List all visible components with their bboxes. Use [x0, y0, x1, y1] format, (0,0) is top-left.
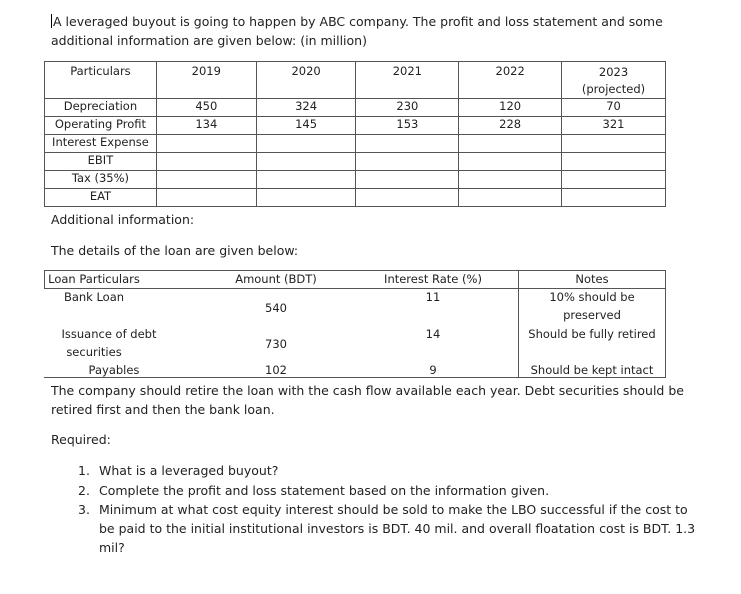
debt-rate: 14 [425, 327, 441, 341]
cell [562, 153, 666, 171]
table-row [45, 99, 666, 117]
debt-note: Should be fully retired [528, 327, 656, 341]
cell [156, 171, 256, 189]
pl-header-2023-year: 2023 [598, 65, 629, 79]
row-label: EBIT [45, 153, 157, 171]
loan-header-amount: Amount (BDT) [235, 272, 317, 286]
cell [156, 135, 256, 153]
payables-label: Payables [88, 363, 140, 377]
cell [459, 189, 562, 207]
cell [459, 135, 562, 153]
question-text: Complete the profit and loss statement based on the information given. [99, 483, 550, 498]
loan-table [44, 270, 666, 378]
row-label: Depreciation [45, 99, 157, 117]
retire-line-2: retired first and then the bank loan. [51, 402, 275, 417]
pl-header-particulars: Particulars [45, 62, 157, 99]
debt-label-1: Issuance of debt [61, 327, 157, 341]
question-number: 2. [78, 483, 90, 498]
table-row [45, 189, 666, 207]
cell: 145 [256, 117, 356, 135]
cell [459, 171, 562, 189]
intro-line-1: A leveraged buyout is going to happen by ABC company. The profit and loss statement and some [53, 14, 663, 29]
pl-header-2020: 2020 [256, 62, 356, 99]
question-text-line-3: mil? [99, 540, 125, 555]
cell [256, 135, 356, 153]
cell [356, 135, 459, 153]
text-cursor [51, 14, 52, 28]
bank-loan-rate: 11 [425, 290, 441, 304]
bank-loan-note-1: 10% should be [549, 290, 635, 304]
payables-note: Should be kept intact [530, 363, 654, 377]
debt-label-2: securities [66, 345, 122, 359]
question-text-line-2: be paid to the initial institutional investors is BDT. 40 mil. and overall floatation cost is BDT. 1.3 [99, 521, 696, 536]
cell [562, 189, 666, 207]
cell [256, 153, 356, 171]
cell [356, 153, 459, 171]
bank-loan-amount: 540 [265, 301, 287, 315]
required-heading: Required: [51, 432, 111, 447]
profit-loss-table [44, 61, 666, 207]
question-text: What is a leveraged buyout? [99, 463, 279, 478]
loan-header-rate: Interest Rate (%) [384, 272, 482, 286]
table-row [45, 135, 666, 153]
loan-header-notes: Notes [575, 272, 609, 286]
payables-rate: 9 [429, 363, 437, 377]
pl-header-row [45, 62, 666, 99]
bank-loan-note-2: preserved [563, 308, 621, 322]
table-row [45, 117, 666, 135]
bank-loan-label: Bank Loan [63, 290, 125, 304]
question-text-line-1: Minimum at what cost equity interest should be sold to make the LBO successful if the cost to [99, 502, 688, 517]
cell: 120 [459, 99, 562, 117]
cell [562, 171, 666, 189]
cell [356, 189, 459, 207]
cell [459, 153, 562, 171]
row-label: Operating Profit [45, 117, 157, 135]
cell: 153 [356, 117, 459, 135]
row-label: EAT [45, 189, 157, 207]
cell [156, 153, 256, 171]
cell [562, 135, 666, 153]
question-number: 1. [78, 463, 90, 478]
pl-header-2021: 2021 [356, 62, 459, 99]
cell: 70 [562, 99, 666, 117]
row-label: Interest Expense [45, 135, 157, 153]
pl-header-2022: 2022 [459, 62, 562, 99]
loan-intro: The details of the loan are given below: [51, 243, 299, 258]
pl-header-2023-note: (projected) [581, 82, 646, 96]
cell: 230 [356, 99, 459, 117]
cell [256, 189, 356, 207]
pl-header-2019: 2019 [156, 62, 256, 99]
debt-amount: 730 [265, 337, 287, 351]
payables-amount: 102 [265, 363, 287, 377]
intro-line-2: additional information are given below: (in million) [51, 33, 367, 48]
retire-line-1: The company should retire the loan with the cash flow available each year. Debt securities should be [51, 383, 684, 398]
cell: 228 [459, 117, 562, 135]
cell: 324 [256, 99, 356, 117]
cell: 450 [156, 99, 256, 117]
cell [156, 189, 256, 207]
cell: 134 [156, 117, 256, 135]
cell [356, 171, 459, 189]
table-row [45, 153, 666, 171]
loan-header-particulars: Loan Particulars [48, 272, 140, 286]
cell [256, 171, 356, 189]
row-label: Tax (35%) [45, 171, 157, 189]
question-number: 3. [78, 502, 90, 517]
cell: 321 [562, 117, 666, 135]
pl-header-2023 [562, 62, 666, 99]
additional-info-heading: Additional information: [51, 212, 195, 227]
table-row [45, 171, 666, 189]
